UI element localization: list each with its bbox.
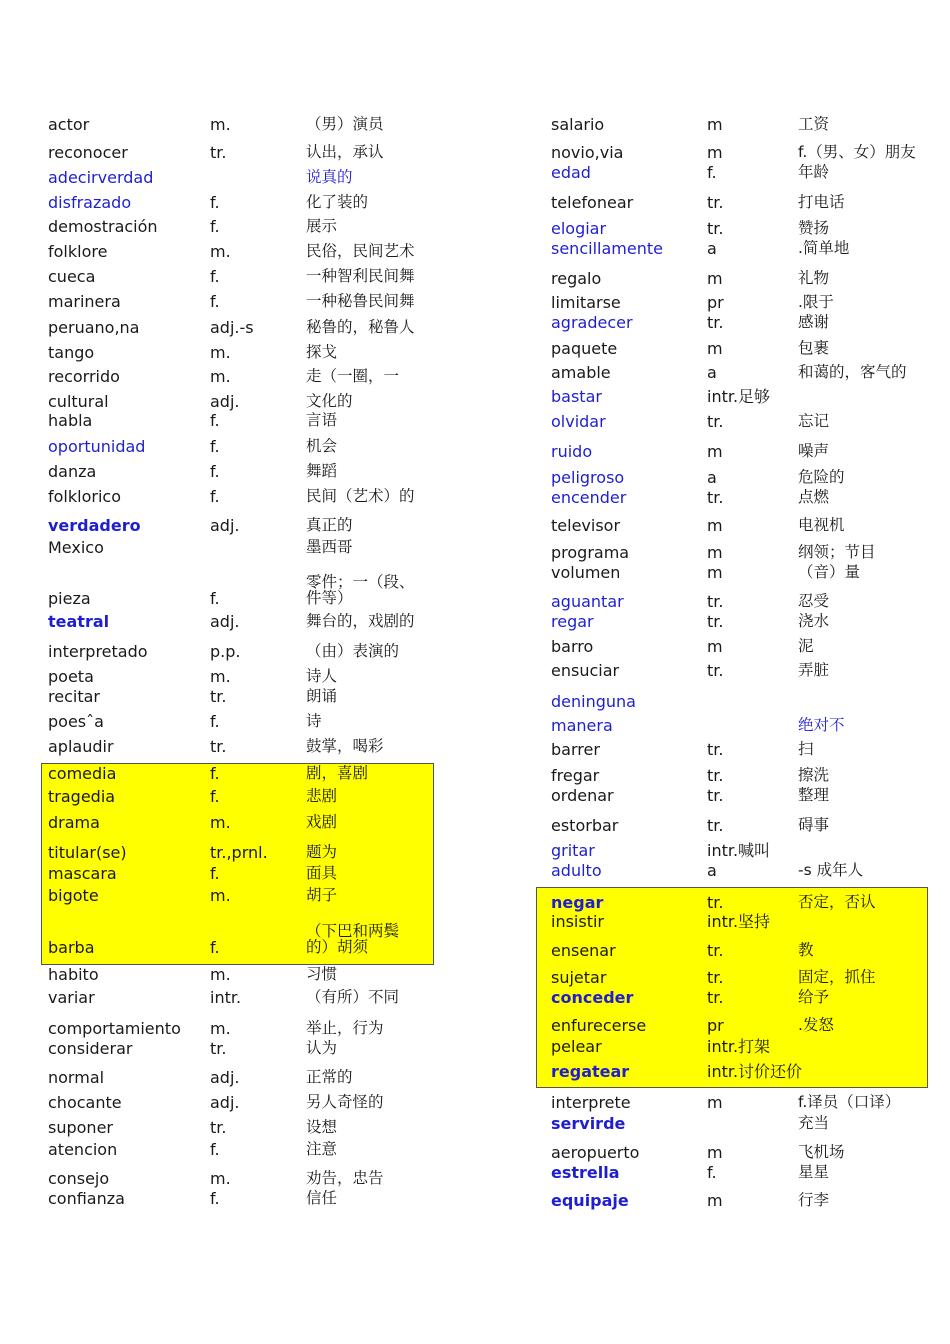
spanish-word: salario — [551, 115, 605, 134]
chinese-meaning: 机会 — [306, 437, 338, 455]
chinese-meaning: 年龄 — [798, 163, 830, 181]
chinese-meaning: f.（男、女）朋友 — [798, 143, 916, 161]
chinese-meaning: 题为 — [306, 843, 338, 861]
part-of-speech: p.p. — [210, 642, 241, 661]
chinese-meaning: 举止，行为 — [306, 1019, 384, 1037]
spanish-word: comportamiento — [48, 1019, 181, 1038]
part-of-speech: m. — [210, 667, 231, 686]
part-of-speech: f. — [210, 712, 220, 731]
part-of-speech: tr. — [210, 1039, 227, 1058]
part-of-speech: m. — [210, 343, 231, 362]
part-of-speech: m. — [210, 367, 231, 386]
chinese-meaning: 忘记 — [798, 412, 830, 430]
part-of-speech: m — [707, 1143, 723, 1162]
part-of-speech: adj. — [210, 392, 240, 411]
chinese-meaning: 朗诵 — [306, 687, 338, 705]
part-of-speech: f. — [210, 589, 220, 608]
spanish-word: peruano,na — [48, 318, 140, 337]
part-of-speech: tr. — [707, 893, 724, 912]
spanish-word: ensuciar — [551, 661, 620, 680]
part-of-speech: m. — [210, 242, 231, 261]
chinese-meaning: 弄脏 — [798, 661, 830, 679]
chinese-meaning: 绝对不 — [798, 716, 845, 734]
spanish-word: conceder — [551, 988, 634, 1007]
chinese-meaning: 正常的 — [306, 1068, 353, 1086]
spanish-word: negar — [551, 893, 604, 912]
part-of-speech: f. — [210, 487, 220, 506]
spanish-word: comedia — [48, 764, 117, 783]
spanish-word: deninguna — [551, 692, 636, 711]
chinese-meaning: 走（一圈，一 — [306, 367, 400, 385]
spanish-word: regatear — [551, 1062, 630, 1081]
part-of-speech: tr. — [707, 816, 724, 835]
spanish-word: limitarse — [551, 293, 621, 312]
spanish-word: teatral — [48, 612, 110, 631]
spanish-word: atencion — [48, 1140, 118, 1159]
spanish-word: tango — [48, 343, 95, 362]
spanish-word: paquete — [551, 339, 618, 358]
spanish-word: mascara — [48, 864, 117, 883]
chinese-meaning: （下巴和两鬓 — [306, 922, 400, 940]
spanish-word: Mexico — [48, 538, 104, 557]
chinese-meaning: 感谢 — [798, 313, 830, 331]
spanish-word: sujetar — [551, 968, 607, 987]
spanish-word: danza — [48, 462, 97, 481]
part-of-speech: m — [707, 543, 723, 562]
chinese-meaning: 设想 — [306, 1118, 338, 1136]
spanish-word: elogiar — [551, 219, 607, 238]
part-of-speech: m — [707, 442, 723, 461]
part-of-speech: tr. — [210, 687, 227, 706]
part-of-speech: tr. — [210, 143, 227, 162]
chinese-meaning: 注意 — [306, 1140, 338, 1158]
chinese-meaning: 诗人 — [306, 667, 338, 685]
part-of-speech: intr.打架 — [707, 1037, 771, 1056]
part-of-speech: f. — [210, 787, 220, 806]
chinese-meaning: 整理 — [798, 786, 830, 804]
part-of-speech: adj.-s — [210, 318, 254, 337]
part-of-speech: f. — [210, 938, 220, 957]
chinese-meaning: 习惯 — [306, 965, 338, 983]
part-of-speech: tr. — [707, 661, 724, 680]
part-of-speech: intr.坚持 — [707, 912, 771, 931]
part-of-speech: f. — [210, 1189, 220, 1208]
chinese-meaning: 面具 — [306, 864, 338, 882]
part-of-speech: m. — [210, 886, 231, 905]
chinese-meaning: 礼物 — [798, 269, 830, 287]
chinese-meaning: 舞台的，戏剧的 — [306, 612, 415, 630]
chinese-meaning: 纲领；节目 — [798, 543, 876, 561]
chinese-meaning: 否定，否认 — [798, 893, 876, 911]
chinese-meaning: 信任 — [306, 1189, 338, 1207]
part-of-speech: pr — [707, 293, 724, 312]
part-of-speech: tr. — [707, 766, 724, 785]
spanish-word: habito — [48, 965, 99, 984]
part-of-speech: a — [707, 861, 717, 880]
spanish-word: peligroso — [551, 468, 625, 487]
spanish-word: volumen — [551, 563, 621, 582]
spanish-word: normal — [48, 1068, 105, 1087]
spanish-word: titular(se) — [48, 843, 127, 862]
chinese-meaning: 噪声 — [798, 442, 830, 460]
spanish-word: ruido — [551, 442, 593, 461]
part-of-speech: tr. — [707, 612, 724, 631]
spanish-word: barro — [551, 637, 594, 656]
part-of-speech: adj. — [210, 516, 240, 535]
chinese-meaning: 真正的 — [306, 516, 353, 534]
chinese-meaning: 零件；一（段、 — [306, 573, 415, 591]
chinese-meaning: 固定，抓住 — [798, 968, 876, 986]
part-of-speech: m — [707, 339, 723, 358]
part-of-speech: m. — [210, 1019, 231, 1038]
spanish-word: confianza — [48, 1189, 125, 1208]
chinese-meaning: .发怒 — [798, 1016, 834, 1034]
part-of-speech: m — [707, 1191, 723, 1210]
part-of-speech: intr.足够 — [707, 387, 771, 406]
chinese-meaning: 民间（艺术）的 — [306, 487, 415, 505]
part-of-speech: f. — [210, 193, 220, 212]
part-of-speech: m — [707, 1093, 723, 1112]
part-of-speech: tr. — [707, 740, 724, 759]
chinese-meaning: （有所）不同 — [306, 988, 400, 1006]
chinese-meaning: 给予 — [798, 988, 830, 1006]
spanish-word: estorbar — [551, 816, 619, 835]
spanish-word: regalo — [551, 269, 602, 288]
chinese-meaning: 悲剧 — [306, 787, 338, 805]
spanish-word: demostraciόn — [48, 217, 158, 236]
part-of-speech: f. — [210, 411, 220, 430]
spanish-word: suponer — [48, 1118, 113, 1137]
chinese-meaning: 探戈 — [306, 343, 338, 361]
part-of-speech: f. — [707, 163, 717, 182]
spanish-word: regar — [551, 612, 594, 631]
spanish-word: chocante — [48, 1093, 122, 1112]
chinese-meaning: 赞扬 — [798, 219, 830, 237]
part-of-speech: tr. — [210, 1118, 227, 1137]
chinese-meaning: 胡子 — [306, 886, 338, 904]
part-of-speech: intr. — [210, 988, 242, 1007]
spanish-word: barba — [48, 938, 95, 957]
part-of-speech: m. — [210, 965, 231, 984]
chinese-meaning: 民俗，民间艺术 — [306, 242, 415, 260]
spanish-word: estrella — [551, 1163, 620, 1182]
spanish-word: reconocer — [48, 143, 128, 162]
spanish-word: adecirverdad — [48, 168, 154, 187]
spanish-word: bastar — [551, 387, 602, 406]
chinese-meaning: 文化的 — [306, 392, 353, 410]
spanish-word: recitar — [48, 687, 100, 706]
chinese-meaning: 墨西哥 — [306, 538, 353, 556]
part-of-speech: f. — [210, 292, 220, 311]
spanish-word: sencillamente — [551, 239, 663, 258]
chinese-meaning: 危险的 — [798, 468, 845, 486]
spanish-word: consejo — [48, 1169, 110, 1188]
part-of-speech: tr. — [707, 412, 724, 431]
chinese-meaning: f.译员（口译） — [798, 1093, 901, 1111]
part-of-speech: tr. — [707, 592, 724, 611]
part-of-speech: m. — [210, 813, 231, 832]
spanish-word: servirde — [551, 1114, 626, 1133]
spanish-word: aplaudir — [48, 737, 114, 756]
part-of-speech: tr. — [707, 941, 724, 960]
chinese-meaning: 擦洗 — [798, 766, 830, 784]
chinese-meaning: 认为 — [306, 1039, 338, 1057]
chinese-meaning: （音）量 — [798, 563, 861, 581]
spanish-word: enfurecerse — [551, 1016, 647, 1035]
spanish-word: actor — [48, 115, 90, 134]
spanish-word: olvidar — [551, 412, 606, 431]
spanish-word: drama — [48, 813, 100, 832]
spanish-word: ensenar — [551, 941, 616, 960]
spanish-word: variar — [48, 988, 95, 1007]
part-of-speech: m — [707, 637, 723, 656]
part-of-speech: tr.,prnl. — [210, 843, 268, 862]
chinese-meaning: 碍事 — [798, 816, 830, 834]
spanish-word: equipaje — [551, 1191, 629, 1210]
spanish-word: tragedia — [48, 787, 116, 806]
spanish-word: folklore — [48, 242, 108, 261]
part-of-speech: tr. — [707, 968, 724, 987]
chinese-meaning: .简单地 — [798, 239, 850, 257]
part-of-speech: a — [707, 363, 717, 382]
part-of-speech: f. — [210, 864, 220, 883]
spanish-word: aguantar — [551, 592, 624, 611]
chinese-meaning: （男）演员 — [306, 115, 384, 133]
part-of-speech: intr.讨价还价 — [707, 1062, 803, 1081]
spanish-word: folklorico — [48, 487, 121, 506]
chinese-meaning: -s 成年人 — [798, 861, 864, 879]
spanish-word: gritar — [551, 841, 595, 860]
part-of-speech: f. — [210, 217, 220, 236]
part-of-speech: tr. — [210, 737, 227, 756]
spanish-word: poesˆa — [48, 712, 104, 731]
spanish-word: novio,via — [551, 143, 624, 162]
spanish-word: insistir — [551, 912, 604, 931]
chinese-meaning: 劝告，忠告 — [306, 1169, 384, 1187]
chinese-meaning: 包裹 — [798, 339, 830, 357]
part-of-speech: tr. — [707, 786, 724, 805]
spanish-word: oportunidad — [48, 437, 146, 456]
part-of-speech: f. — [210, 462, 220, 481]
chinese-meaning: 诗 — [306, 712, 322, 730]
chinese-meaning: 言语 — [306, 411, 338, 429]
part-of-speech: intr.喊叫 — [707, 841, 771, 860]
spanish-word: edad — [551, 163, 591, 182]
chinese-meaning: 化了装的 — [306, 193, 369, 211]
part-of-speech: m — [707, 563, 723, 582]
spanish-word: aeropuerto — [551, 1143, 640, 1162]
spanish-word: fregar — [551, 766, 600, 785]
chinese-meaning: 和蔼的，客气的 — [798, 363, 907, 381]
chinese-meaning: 工资 — [798, 115, 830, 133]
chinese-meaning: 展示 — [306, 217, 338, 235]
spanish-word: pelear — [551, 1037, 602, 1056]
part-of-speech: adj. — [210, 612, 240, 631]
chinese-meaning: 鼓掌，喝彩 — [306, 737, 384, 755]
chinese-meaning: 浇水 — [798, 612, 830, 630]
spanish-word: bigote — [48, 886, 99, 905]
spanish-word: marinera — [48, 292, 121, 311]
spanish-word: adulto — [551, 861, 602, 880]
chinese-meaning: 认出，承认 — [306, 143, 384, 161]
part-of-speech: adj. — [210, 1068, 240, 1087]
chinese-meaning: 泥 — [798, 637, 814, 655]
spanish-word: interpretado — [48, 642, 148, 661]
part-of-speech: tr. — [707, 313, 724, 332]
part-of-speech: pr — [707, 1016, 724, 1035]
chinese-meaning: 电视机 — [798, 516, 845, 534]
part-of-speech: tr. — [707, 193, 724, 212]
part-of-speech: f. — [210, 267, 220, 286]
spanish-word: recorrido — [48, 367, 120, 386]
spanish-word: televisor — [551, 516, 621, 535]
chinese-meaning: 星星 — [798, 1163, 830, 1181]
chinese-meaning: 秘鲁的，秘鲁人 — [306, 318, 415, 336]
part-of-speech: m — [707, 516, 723, 535]
spanish-word: habla — [48, 411, 93, 430]
spanish-word: pieza — [48, 589, 91, 608]
spanish-word: poeta — [48, 667, 94, 686]
spanish-word: considerar — [48, 1039, 133, 1058]
spanish-word: programa — [551, 543, 630, 562]
part-of-speech: a — [707, 468, 717, 487]
spanish-word: cultural — [48, 392, 109, 411]
chinese-meaning: 另人奇怪的 — [306, 1093, 384, 1111]
part-of-speech: adj. — [210, 1093, 240, 1112]
chinese-meaning: 忍受 — [798, 592, 830, 610]
part-of-speech: m — [707, 269, 723, 288]
part-of-speech: m. — [210, 115, 231, 134]
spanish-word: amable — [551, 363, 611, 382]
spanish-word: interprete — [551, 1093, 631, 1112]
chinese-meaning: 教 — [798, 941, 814, 959]
spanish-word: disfrazado — [48, 193, 132, 212]
part-of-speech: f. — [210, 764, 220, 783]
part-of-speech: a — [707, 239, 717, 258]
chinese-meaning: 舞蹈 — [306, 462, 338, 480]
chinese-meaning: .限于 — [798, 293, 834, 311]
chinese-meaning: 充当 — [798, 1114, 830, 1132]
spanish-word: encender — [551, 488, 627, 507]
part-of-speech: f. — [210, 437, 220, 456]
spanish-word: ordenar — [551, 786, 614, 805]
chinese-meaning: 戏剧 — [306, 813, 338, 831]
part-of-speech: m — [707, 143, 723, 162]
chinese-meaning: 件等） — [306, 589, 353, 607]
spanish-word: verdadero — [48, 516, 141, 535]
chinese-meaning: 说真的 — [306, 168, 353, 186]
chinese-meaning: 一种秘鲁民间舞 — [306, 292, 415, 310]
chinese-meaning: 剧，喜剧 — [306, 764, 369, 782]
spanish-word: barrer — [551, 740, 600, 759]
spanish-word: manera — [551, 716, 613, 735]
spanish-word: cueca — [48, 267, 96, 286]
part-of-speech: f. — [707, 1163, 717, 1182]
chinese-meaning: 点燃 — [798, 488, 830, 506]
part-of-speech: tr. — [707, 988, 724, 1007]
chinese-meaning: 飞机场 — [798, 1143, 845, 1161]
part-of-speech: m — [707, 115, 723, 134]
spanish-word: telefonear — [551, 193, 634, 212]
part-of-speech: f. — [210, 1140, 220, 1159]
chinese-meaning: 行李 — [798, 1191, 830, 1209]
part-of-speech: tr. — [707, 488, 724, 507]
part-of-speech: m. — [210, 1169, 231, 1188]
chinese-meaning: 扫 — [798, 740, 814, 758]
part-of-speech: tr. — [707, 219, 724, 238]
chinese-meaning: 的）胡须 — [306, 938, 369, 956]
chinese-meaning: （由）表演的 — [306, 642, 400, 660]
chinese-meaning: 打电话 — [798, 193, 845, 211]
spanish-word: agradecer — [551, 313, 633, 332]
chinese-meaning: 一种智利民间舞 — [306, 267, 415, 285]
